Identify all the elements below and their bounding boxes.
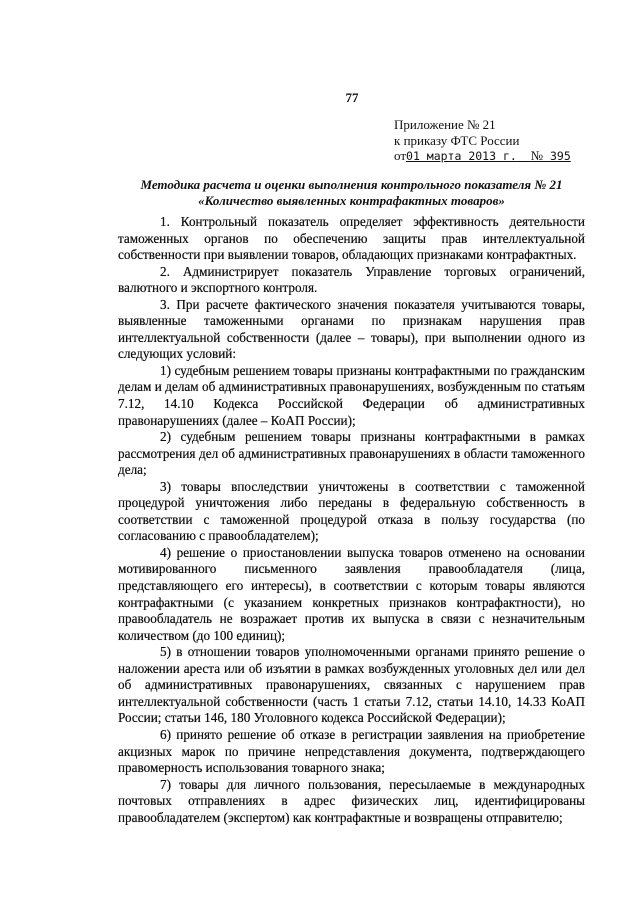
list-item: 2) судебным решением товары признаны контрафактными в рамках рассмотрения дел об административных правонарушениях в области таможенного дела; bbox=[118, 429, 585, 478]
number-prefix: № bbox=[530, 148, 544, 163]
list-item: 7) товары для личного пользования, пересылаемые в международных почтовых отправлениях в адрес физических лиц, идентифицированы правообладателем (экспертом) как контрафактные и возвращены отправителю; bbox=[118, 776, 585, 825]
order-date-line bbox=[394, 148, 571, 165]
paragraph: 1. Контрольный показатель определяет эффективность деятельности таможенных органов по обеспечению защиты прав интеллектуальной собственности при выявлении товаров, обладающих признаками контрафактных. bbox=[118, 214, 585, 263]
document-body bbox=[118, 214, 585, 826]
date-prefix: от bbox=[394, 148, 407, 163]
list-item: 3) товары впоследствии уничтожены в соответствии с таможенной процедурой уничтожения либо переданы в федеральную собственность в соответствии с таможенной процедурой отказа в пользу государства (по согласованию с правообладателем); bbox=[118, 478, 585, 544]
appendix-line: Приложение № 21 bbox=[394, 117, 496, 132]
page-number: 77 bbox=[345, 90, 359, 105]
order-reference: к приказу ФТС России bbox=[394, 132, 520, 148]
list-item: 5) в отношении товаров уполномоченными органами принято решение о наложении ареста или об изъятии в рамках возбужденных уголовных дел или дел об административных правонарушениях, связанных с нарушением прав интеллектуальной собственности (часть 1 статьи 7.12, статьи 14.10, 14.33 КоАП России; статьи 146, 180 Уголовного кодекса Российской Федерации); bbox=[118, 644, 585, 726]
title-subtitle: «Количество выявленных контрафактных товаров» bbox=[198, 192, 505, 208]
paragraph: 2. Администрирует показатель Управление торговых ограничений, валютного и экспортного контроля. bbox=[118, 263, 585, 296]
order-date: 01 марта 2013 г. bbox=[406, 149, 517, 163]
order-number: 395 bbox=[550, 149, 571, 163]
title-line: Методика расчета и оценки выполнения контрольного показателя № 21 bbox=[140, 177, 563, 192]
paragraph: 3. При расчете фактического значения показателя учитываются товары, выявленные таможенными органами по признакам нарушения прав интеллектуальной собственности (далее – товары), при выполнении одного из следующих условий: bbox=[118, 296, 585, 362]
appendix-header bbox=[394, 117, 571, 165]
list-item: 4) решение о приостановлении выпуска товаров отменено на основании мотивированного письменного заявления правообладателя (лица, представляющего его интересы), в соответствии с которым товары являются контрафактными (с указанием конкретных признаков контрафактности), но правообладатель не возражает против их выпуска в связи с незначительным количеством (до 100 единиц); bbox=[118, 544, 585, 643]
list-item: 6) принято решение об отказе в регистрации заявления на приобретение акцизных марок по причине непредставления документа, подтверждающего правомерность использования товарного знака; bbox=[118, 726, 585, 776]
document-title bbox=[118, 177, 585, 208]
list-item: 1) судебным решением товары признаны контрафактными по гражданским делам и делам об административных правонарушениях, возбужденным по статьям 7.12, 14.10 Кодекса Российской Федерации об административных правонарушениях (далее – КоАП России); bbox=[118, 362, 585, 428]
